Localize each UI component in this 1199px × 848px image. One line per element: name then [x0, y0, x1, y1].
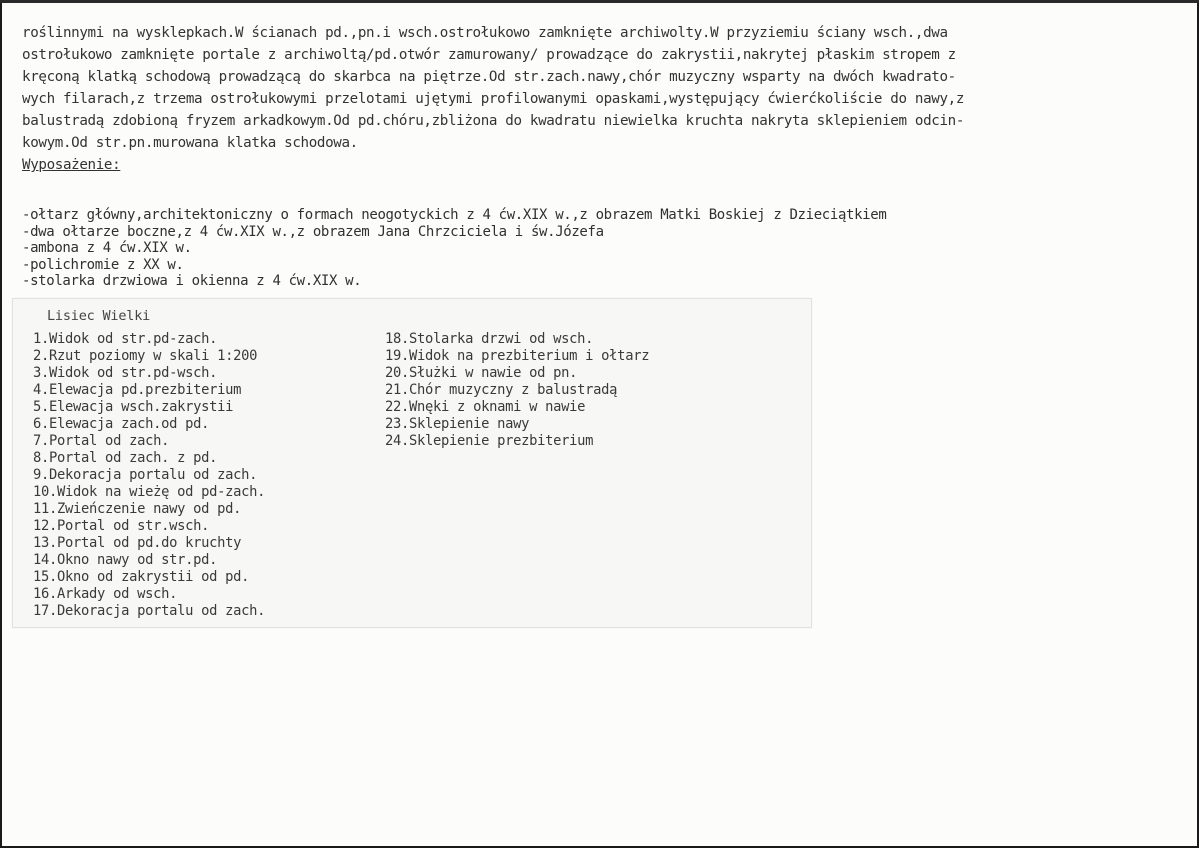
equipment-heading: Wyposażenie: — [22, 157, 121, 173]
photo-list-item: 13.Portal od pd.do kruchty — [33, 535, 242, 551]
photo-list-item: 20.Służki w nawie od pn. — [385, 365, 578, 381]
equipment-item: -polichromie z XX w. — [22, 256, 184, 273]
photo-list-item: 17.Dekoracja portalu od zach. — [33, 603, 266, 619]
equipment-item: -stolarka drzwiowa i okienna z 4 ćw.XIX w. — [22, 273, 362, 289]
photo-list-slip — [12, 298, 812, 628]
description-text — [22, 22, 1192, 176]
photo-list-item: 21.Chór muzyczny z balustradą — [385, 382, 618, 398]
photo-list-item: 15.Okno od zakrystii od pd. — [33, 569, 250, 585]
description-line: balustradą zdobioną fryzem arkadkowym.Od pd.chóru,zbliżona do kwadratu niewielka kruchta nakryta sklepieniem odcin- — [22, 113, 965, 129]
photo-list-item: 2.Rzut poziomy w skali 1:200 — [33, 348, 258, 364]
description-line: ostrołukowo zamknięte portale z archiwoltą/pd.otwór zamurowany/ prowadzące do zakrystii,nakrytej płaskim stropem z — [22, 47, 956, 63]
photo-list-item: 19.Widok na prezbiterium i ołtarz — [385, 348, 650, 364]
photo-list-item: 3.Widok od str.pd-wsch. — [33, 365, 218, 381]
photo-list-item: 16.Arkady od wsch. — [33, 586, 178, 602]
equipment-item: -ambona z 4 ćw.XIX w. — [22, 240, 192, 256]
photo-list-item: 10.Widok na wieżę od pd-zach. — [33, 484, 266, 500]
photo-list-item: 23.Sklepienie nawy — [385, 416, 530, 432]
photo-list-item: 24.Sklepienie prezbiterium — [385, 433, 594, 449]
description-line: kręconą klatką schodową prowadzącą do skarbca na piętrze.Od str.zach.nawy,chór muzyczny wsparty na dwóch kwadrato- — [22, 69, 956, 85]
photo-list-item: 14.Okno nawy od str.pd. — [33, 552, 218, 568]
equipment-list — [22, 207, 1192, 290]
photo-list-item: 9.Dekoracja portalu od zach. — [33, 467, 258, 483]
photo-list-left-column — [33, 331, 265, 620]
photo-list-item: 1.Widok od str.pd-zach. — [33, 331, 218, 347]
photo-list-item: 12.Portal od str.wsch. — [33, 518, 210, 534]
equipment-item: -ołtarz główny,architektoniczny o formach neogotyckich z 4 ćw.XIX w.,z obrazem Matki Boskiej z Dzieciątkiem — [22, 207, 887, 223]
photo-list-item: 22.Wnęki z oknami w nawie — [385, 399, 586, 415]
description-line: wych filarach,z trzema ostrołukowymi przelotami ujętymi profilowanymi opaskami,występujący ćwierćkoliście do nawy,z — [22, 91, 965, 107]
description-line: roślinnymi na wysklepkach.W ścianach pd.,pn.i wsch.ostrołukowo zamknięte archiwolty.W przyziemiu ściany wsch.,dwa — [22, 25, 948, 41]
photo-list-right-column — [385, 331, 649, 450]
photo-list-item: 7.Portal od zach. — [33, 433, 170, 449]
photo-list-item: 5.Elewacja wsch.zakrystii — [33, 399, 234, 415]
photo-list-item: 8.Portal od zach. z pd. — [33, 450, 218, 466]
photo-list-item: 6.Elewacja zach.od pd. — [33, 416, 210, 432]
photo-list-item: 11.Zwieńczenie nawy od pd. — [33, 501, 242, 517]
photo-list-item: 4.Elewacja pd.prezbiterium — [33, 382, 242, 398]
photo-list-title: Lisiec Wielki — [47, 308, 151, 324]
photo-list-item: 18.Stolarka drzwi od wsch. — [385, 331, 594, 347]
card-top-edge — [0, 0, 1199, 3]
description-line: kowym.Od str.pn.murowana klatka schodowa. — [22, 135, 358, 151]
equipment-item: -dwa ołtarze boczne,z 4 ćw.XIX w.,z obrazem Jana Chrzciciela i św.Józefa — [22, 223, 604, 240]
